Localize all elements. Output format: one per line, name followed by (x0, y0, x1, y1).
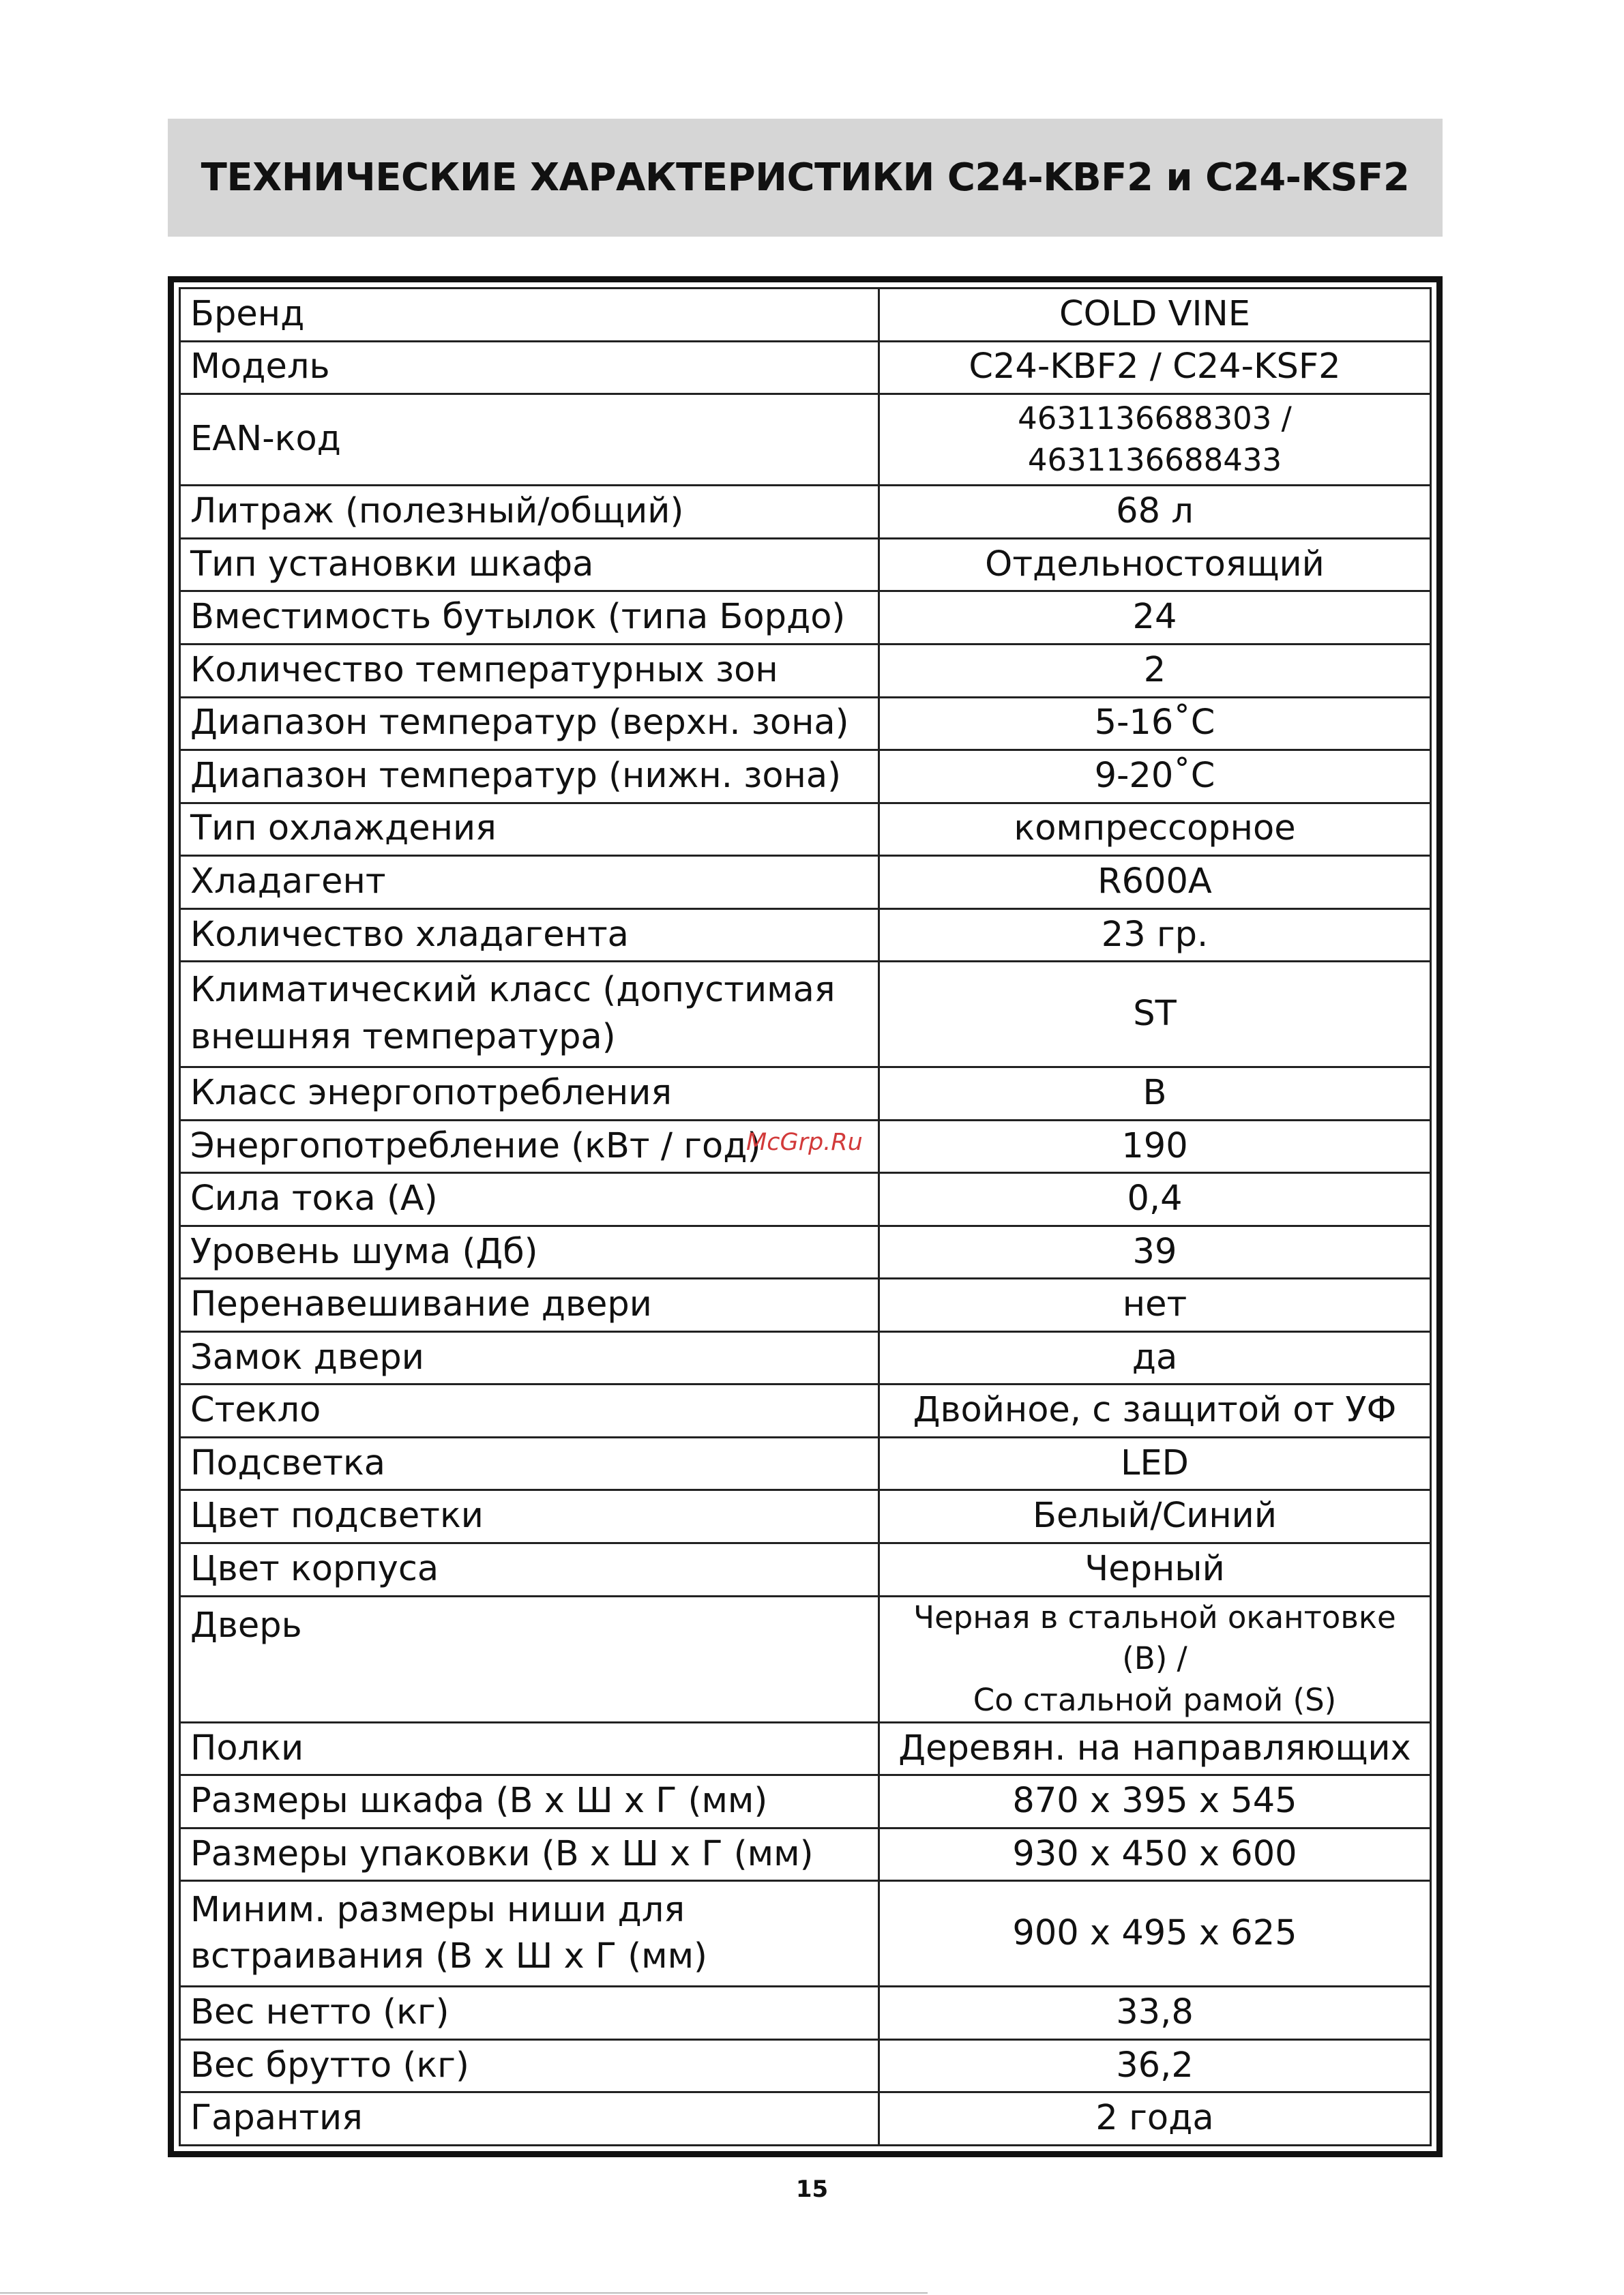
spec-row (180, 341, 1431, 394)
spec-row (180, 1385, 1431, 1438)
spec-row (180, 2092, 1431, 2146)
spec-label: Замок двери (180, 1331, 879, 1385)
spec-label: Количество хладагента (180, 908, 879, 962)
spec-label: Размеры шкафа (В х Ш х Г (мм) (180, 1775, 879, 1828)
spec-value: ST (879, 962, 1431, 1067)
spec-value: 930 х 450 х 600 (879, 1828, 1431, 1881)
spec-value: COLD VINE (879, 288, 1431, 342)
page-title: ТЕХНИЧЕСКИЕ ХАРАКТЕРИСТИКИ C24-KBF2 и C24-KSF2 (201, 156, 1410, 200)
spec-value: 23 гр. (879, 908, 1431, 962)
spec-row (180, 1226, 1431, 1279)
spec-value: 36,2 (879, 2039, 1431, 2092)
spec-label: Уровень шума (Дб) (180, 1226, 879, 1279)
spec-value: Двойное, с защитой от УФ (879, 1385, 1431, 1438)
spec-label: Цвет подсветки (180, 1490, 879, 1543)
spec-row (180, 908, 1431, 962)
spec-value: 190 (879, 1120, 1431, 1173)
spec-value: 2 года (879, 2092, 1431, 2146)
spec-label: Вес брутто (кг) (180, 2039, 879, 2092)
spec-row (180, 538, 1431, 591)
spec-value: 2 (879, 645, 1431, 698)
spec-label: Вместимость бутылок (типа Бордо) (180, 591, 879, 645)
spec-table (179, 287, 1432, 2146)
spec-value: нет (879, 1279, 1431, 1332)
spec-label: Количество температурных зон (180, 645, 879, 698)
spec-label: Стекло (180, 1385, 879, 1438)
spec-row (180, 486, 1431, 539)
spec-value: 39 (879, 1226, 1431, 1279)
title-banner (168, 119, 1443, 237)
spec-row (180, 962, 1431, 1067)
spec-row (180, 1279, 1431, 1332)
spec-label: Вес нетто (кг) (180, 1987, 879, 2040)
spec-row (180, 1828, 1431, 1881)
spec-value: 9-20˚С (879, 750, 1431, 803)
spec-value: R600A (879, 856, 1431, 909)
spec-value: B (879, 1067, 1431, 1121)
spec-row (180, 288, 1431, 342)
spec-row (180, 1881, 1431, 1987)
spec-row (180, 1543, 1431, 1596)
spec-table-body (180, 288, 1431, 2146)
spec-value: компрессорное (879, 803, 1431, 856)
spec-label: Размеры упаковки (В х Ш х Г (мм) (180, 1828, 879, 1881)
spec-value: 900 х 495 х 625 (879, 1881, 1431, 1987)
spec-value: Черная в стальной окантовке (B) / Со стальной рамой (S) (879, 1596, 1431, 1722)
spec-row (180, 1775, 1431, 1828)
spec-row (180, 697, 1431, 750)
page-number: 15 (795, 2176, 829, 2203)
spec-row (180, 1722, 1431, 1775)
spec-row (180, 1490, 1431, 1543)
spec-label: Модель (180, 341, 879, 394)
spec-value: 5-16˚С (879, 697, 1431, 750)
spec-value: 0,4 (879, 1173, 1431, 1226)
spec-value: Отдельностоящий (879, 538, 1431, 591)
spec-value: 33,8 (879, 1987, 1431, 2040)
spec-row (180, 591, 1431, 645)
spec-label: Дверь (180, 1596, 879, 1722)
spec-label: Литраж (полезный/общий) (180, 486, 879, 539)
spec-label: Сила тока (А) (180, 1173, 879, 1226)
spec-row (180, 1067, 1431, 1121)
spec-label: Миним. размеры ниши для встраивания (В х Ш х Г (мм) (180, 1881, 879, 1987)
spec-label: Гарантия (180, 2092, 879, 2146)
spec-row (180, 1331, 1431, 1385)
spec-value: Деревян. на направляющих (879, 1722, 1431, 1775)
spec-value: 870 х 395 х 545 (879, 1775, 1431, 1828)
spec-label: Цвет корпуса (180, 1543, 879, 1596)
spec-label: Подсветка (180, 1437, 879, 1490)
spec-row (180, 2039, 1431, 2092)
spec-value: Белый/Синий (879, 1490, 1431, 1543)
spec-label: Диапазон температур (верхн. зона) (180, 697, 879, 750)
spec-value: 4631136688303 / 4631136688433 (879, 394, 1431, 486)
spec-row (180, 1173, 1431, 1226)
spec-row (180, 394, 1431, 486)
spec-label: Энергопотребление (кВт / год) (180, 1120, 879, 1173)
spec-row (180, 856, 1431, 909)
spec-row (180, 1987, 1431, 2040)
spec-value: да (879, 1331, 1431, 1385)
spec-value: C24-KBF2 / C24-KSF2 (879, 341, 1431, 394)
spec-value: 68 л (879, 486, 1431, 539)
spec-label: Класс энергопотребления (180, 1067, 879, 1121)
spec-row (180, 803, 1431, 856)
spec-label: Хладагент (180, 856, 879, 909)
spec-label: Тип охлаждения (180, 803, 879, 856)
spec-table-frame (168, 276, 1443, 2157)
spec-label: Перенавешивание двери (180, 1279, 879, 1332)
watermark-text: McGrp.Ru (746, 1129, 863, 1156)
spec-row (180, 1596, 1431, 1722)
spec-label: EAN-код (180, 394, 879, 486)
bottom-divider (0, 2292, 928, 2294)
spec-value: 24 (879, 591, 1431, 645)
spec-label: Климатический класс (допустимая внешняя температура) (180, 962, 879, 1067)
spec-value: LED (879, 1437, 1431, 1490)
spec-label: Диапазон температур (нижн. зона) (180, 750, 879, 803)
spec-label: Тип установки шкафа (180, 538, 879, 591)
spec-row (180, 645, 1431, 698)
spec-label: Полки (180, 1722, 879, 1775)
spec-row (180, 750, 1431, 803)
spec-value: Черный (879, 1543, 1431, 1596)
spec-label: Бренд (180, 288, 879, 342)
spec-row (180, 1437, 1431, 1490)
